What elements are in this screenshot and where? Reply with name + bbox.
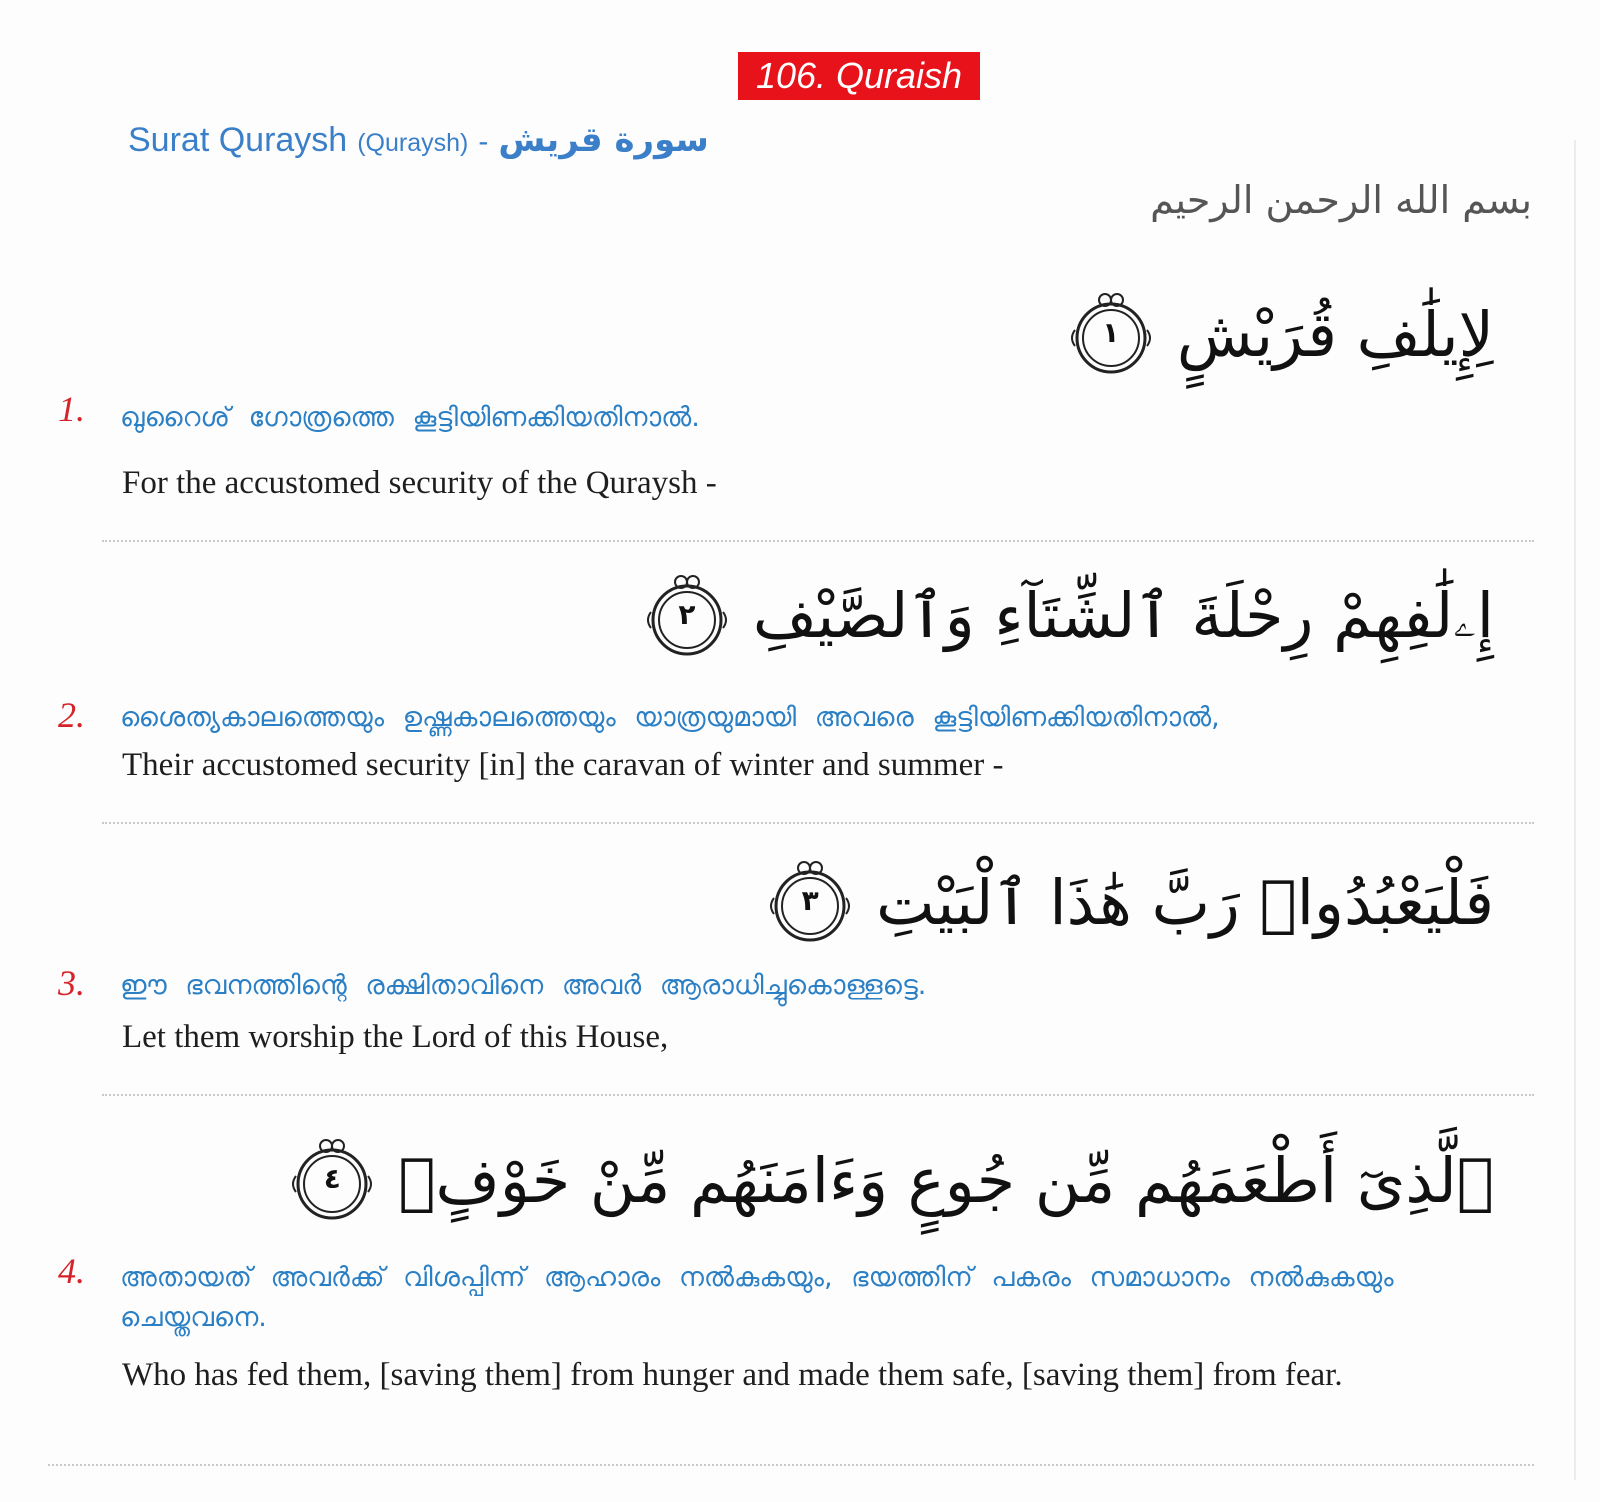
ayah-number: ٢ (678, 598, 696, 631)
malayalam-translation-1: ഖുറൈശ് ഗോത്രത്തെ കൂട്ടിയിണക്കിയതിനാൽ. (120, 402, 700, 433)
surah-header (128, 120, 709, 180)
verse-number-2: 2. (58, 695, 85, 735)
right-border-rule (1574, 140, 1576, 1480)
arabic-verse-1 (1067, 290, 1494, 378)
surah-title-badge: 106. Quraish (738, 52, 980, 100)
verse-divider (102, 540, 1534, 542)
english-translation-4: Who has fed them, [saving them] from hunger and made them safe, [saving them] from fear. (122, 1357, 1343, 1393)
ayah-end-marker-icon (1067, 290, 1155, 378)
ayah-number: ١ (1102, 316, 1120, 349)
arabic-verse-3 (766, 858, 1494, 946)
english-translation-3: Let them worship the Lord of this House, (122, 1019, 669, 1055)
arabic-verse-text: إِۦلَٰفِهِمْ رِحْلَةَ ٱلشِّتَآءِ وَٱلصَّيْفِ (752, 579, 1494, 652)
english-translation-2: Their accustomed security [in] the caravan of winter and summer - (122, 747, 1004, 783)
verse-number-1: 1. (58, 389, 85, 429)
arabic-verse-text: فَلْيَعْبُدُوا۟ رَبَّ هَٰذَا ٱلْبَيْتِ (876, 865, 1494, 939)
verse-divider (48, 1464, 1534, 1466)
malayalam-translation-2: ശൈത്യകാലത്തെയും ഉഷ്ണകാലത്തെയും യാത്രയുമായി അവരെ കൂട്ടിയിണക്കിയതിനാൽ, (120, 702, 1220, 733)
malayalam-translation-4: അതായത് അവർക്ക് വിശപ്പിന്ന് ആഹാരം നൽകുകയും, ഭയത്തിന് പകരം സമാധാനം നൽകുകയും ചെയ്തവനെ. (120, 1262, 1394, 1333)
verse-divider (102, 822, 1534, 824)
ayah-number: ٤ (323, 1162, 341, 1195)
ayah-end-marker-icon (643, 572, 731, 660)
arabic-verse-2 (643, 572, 1494, 660)
ayah-number: ٣ (801, 884, 819, 917)
arabic-verse-4 (288, 1136, 1494, 1224)
verse-number-3: 3. (58, 963, 85, 1003)
arabic-verse-text: ٱلَّذِىٓ أَطْعَمَهُم مِّن جُوعٍ وَءَامَنَهُم مِّنْ خَوْفٍۭ (398, 1143, 1494, 1217)
ayah-end-marker-icon (288, 1136, 376, 1224)
surah-arabic-name: سورة قريش (498, 120, 709, 160)
ayah-end-marker-icon (766, 858, 854, 946)
malayalam-translation-3: ഈ ഭവനത്തിന്റെ രക്ഷിതാവിനെ അവർ ആരാധിച്ചുകൊള്ളട്ടെ. (120, 970, 927, 1001)
surah-name: Surat Quraysh (128, 121, 348, 159)
surah-header-dash: - (478, 125, 489, 158)
verse-divider (102, 1094, 1534, 1096)
verse-number-4: 4. (58, 1251, 85, 1291)
basmala: بسم الله الرحمن الرحيم (1150, 178, 1532, 222)
arabic-verse-text: لِإِيلَٰفِ قُرَيْشٍ (1176, 297, 1494, 371)
english-translation-1: For the accustomed security of the Quraysh - (122, 465, 717, 501)
surah-transliteration: (Quraysh) (357, 129, 469, 157)
